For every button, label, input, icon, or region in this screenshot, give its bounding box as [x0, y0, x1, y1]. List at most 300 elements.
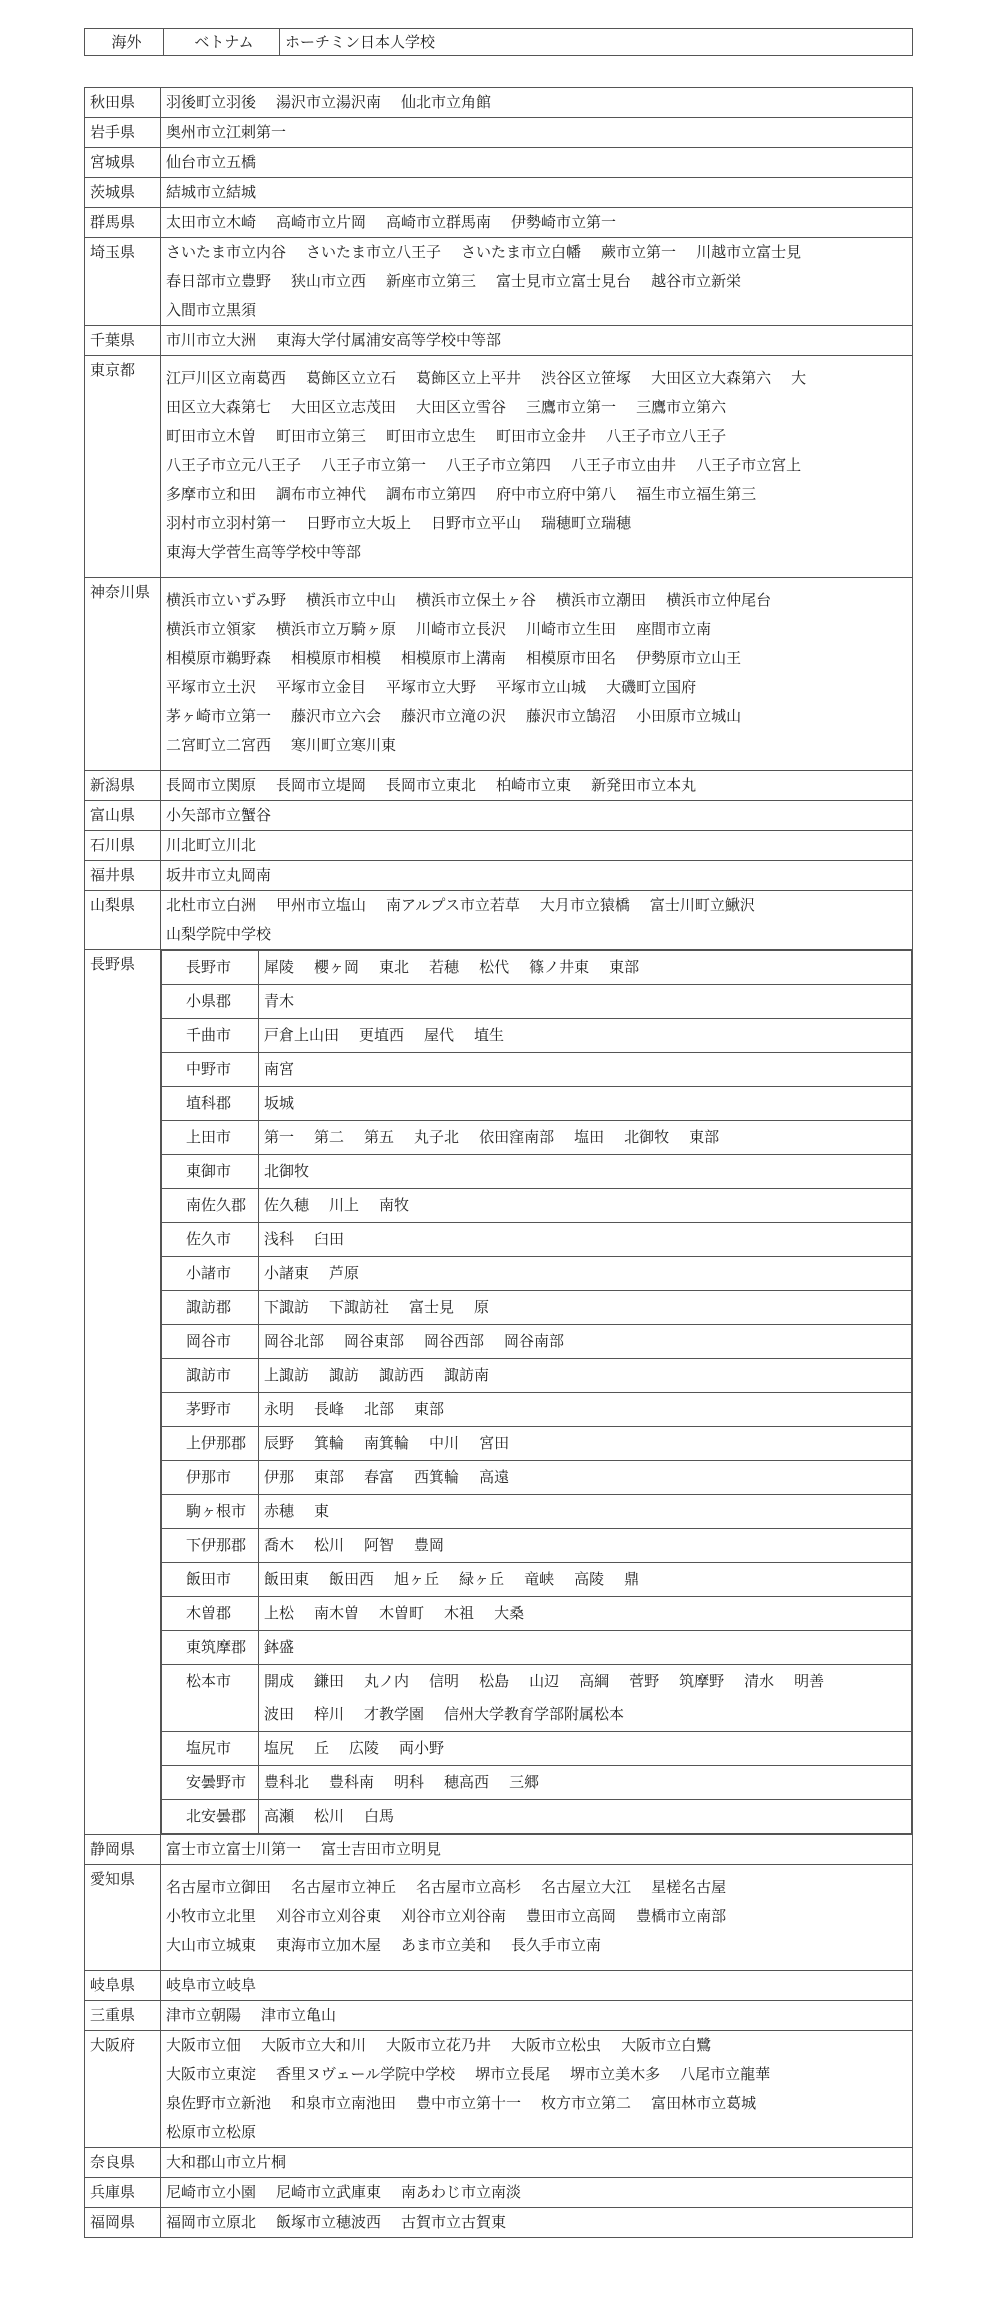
city-schools	[259, 1529, 912, 1563]
school-name: 高陵	[574, 1570, 605, 1588]
school-line	[264, 1325, 911, 1358]
city-label: 飯田市	[162, 1563, 259, 1597]
school-line	[166, 326, 912, 355]
school-name: 横浜市立万騎ヶ原	[276, 620, 397, 638]
city-schools	[259, 1800, 912, 1834]
school-name: 下諏訪	[264, 1298, 310, 1316]
school-name: 信州大学教育学部附属松本	[444, 1705, 625, 1723]
school-name: 緑ヶ丘	[459, 1570, 505, 1588]
school-name: 尼崎市立武庫東	[276, 2183, 382, 2201]
school-name: 佐久穂	[264, 1196, 310, 1214]
school-line	[166, 673, 912, 702]
school-name: 東海大学付属浦安高等学校中等部	[276, 331, 502, 349]
school-name: 川崎市立長沢	[416, 620, 507, 638]
school-name: 青木	[264, 992, 295, 1010]
schools-cell	[161, 208, 913, 238]
school-line	[166, 538, 912, 567]
school-name: 奥州市立江刺第一	[166, 123, 287, 141]
school-line	[166, 1971, 912, 2000]
school-name: 羽後町立羽後	[166, 93, 257, 111]
school-name: 大田区立雪谷	[416, 398, 507, 416]
school-name: 南木曽	[314, 1604, 360, 1622]
school-name: 豊橋市立南部	[636, 1907, 727, 1925]
school-name: 東部	[414, 1400, 445, 1418]
school-name: 豊中市立第十一	[416, 2094, 522, 2112]
city-label: 南佐久郡	[162, 1189, 259, 1223]
school-line	[166, 891, 912, 920]
school-name: 飯田西	[329, 1570, 375, 1588]
school-name: 松原市立松原	[166, 2123, 257, 2141]
school-line	[264, 1393, 911, 1426]
school-name: 岡谷北部	[264, 1332, 325, 1350]
school-name: 広陵	[349, 1739, 380, 1757]
school-name: 岐阜市立岐阜	[166, 1976, 257, 1994]
school-name: 才教学園	[364, 1705, 425, 1723]
prefecture-row	[85, 1865, 913, 1971]
school-name: 入間市立黒須	[166, 301, 257, 319]
school-line	[264, 1563, 911, 1596]
school-name: 辰野	[264, 1434, 295, 1452]
city-label: 塩尻市	[162, 1732, 259, 1766]
school-name: 東北	[379, 958, 410, 976]
school-name: 二宮町立二宮西	[166, 736, 272, 754]
school-name: 藤沢市立滝の沢	[401, 707, 507, 725]
school-name: 丸子北	[414, 1128, 460, 1146]
school-name: 日野市立平山	[431, 514, 522, 532]
school-name: 刈谷市立刈谷東	[276, 1907, 382, 1925]
prefecture-row	[85, 2178, 913, 2208]
school-name: 豊田市立高岡	[526, 1907, 617, 1925]
school-name: 横浜市立仲尾台	[666, 591, 772, 609]
city-row	[162, 1665, 912, 1732]
school-name: 泉佐野市立新池	[166, 2094, 272, 2112]
rows-group-2	[85, 1835, 913, 2238]
school-name: 平塚市立大野	[386, 678, 477, 696]
city-schools	[259, 1257, 912, 1291]
city-schools	[259, 1087, 912, 1121]
schools-cell	[161, 861, 913, 891]
school-name: 岡谷南部	[504, 1332, 565, 1350]
school-name: 高綱	[579, 1672, 610, 1690]
school-name: 大山市立城東	[166, 1936, 257, 1954]
school-name: 山梨学院中学校	[166, 925, 272, 943]
city-label: 上伊那郡	[162, 1427, 259, 1461]
school-name: 古賀市立古賀東	[401, 2213, 507, 2231]
school-name: 明善	[794, 1672, 825, 1690]
school-name: 大	[791, 369, 807, 387]
school-name: 八王子市立元八王子	[166, 456, 302, 474]
school-line	[264, 1665, 911, 1698]
school-name: 江戸川区立南葛西	[166, 369, 287, 387]
school-name: 名古屋市立高杉	[416, 1878, 522, 1896]
schools-cell	[161, 2148, 913, 2178]
school-name: 富田林市立葛城	[651, 2094, 757, 2112]
school-name: 名古屋立大江	[541, 1878, 632, 1896]
school-name: 開成	[264, 1672, 295, 1690]
school-name: 喬木	[264, 1536, 295, 1554]
school-name: 富士吉田市立明見	[321, 1840, 442, 1858]
school-line	[166, 1902, 912, 1931]
school-name: 南アルプス市立若草	[386, 896, 520, 914]
school-name: 長峰	[314, 1400, 345, 1418]
city-schools	[259, 1019, 912, 1053]
school-name: 三郷	[509, 1773, 540, 1791]
city-schools	[259, 1053, 912, 1087]
city-schools	[259, 1393, 912, 1427]
school-name: 大月市立猿橋	[539, 896, 630, 914]
nagano-subtable	[161, 950, 912, 1834]
school-name: 相模原市上溝南	[401, 649, 507, 667]
school-name: 浅科	[264, 1230, 295, 1248]
school-name: 信明	[429, 1672, 460, 1690]
city-schools	[259, 1597, 912, 1631]
schools-cell	[161, 238, 913, 326]
school-line	[264, 951, 911, 984]
school-name: 相模原市田名	[526, 649, 617, 667]
school-name: 川上	[329, 1196, 360, 1214]
school-name: 寒川町立寒川東	[291, 736, 397, 754]
school-name: 櫻ヶ岡	[314, 958, 360, 976]
school-name: 筑摩野	[679, 1672, 725, 1690]
schools-cell	[161, 88, 913, 118]
city-label: 東御市	[162, 1155, 259, 1189]
school-name: 第一	[264, 1128, 295, 1146]
school-line	[166, 88, 912, 117]
school-name: 伊勢崎市立第一	[511, 213, 617, 231]
school-name: 甲州市立塩山	[276, 896, 367, 914]
city-row	[162, 1223, 912, 1257]
school-name: 葛飾区立上平井	[416, 369, 522, 387]
school-name: 三鷹市立第六	[636, 398, 727, 416]
city-label: 中野市	[162, 1053, 259, 1087]
rows-group-1	[85, 88, 913, 950]
city-row	[162, 1189, 912, 1223]
school-name: 南牧	[379, 1196, 410, 1214]
school-line	[264, 1732, 911, 1765]
school-name: 南宮	[264, 1060, 295, 1078]
city-label: 北安曇郡	[162, 1800, 259, 1834]
school-name: あま市立美和	[401, 1936, 492, 1954]
school-name: 戸倉上山田	[264, 1026, 340, 1044]
school-name: 瑞穂町立瑞穂	[541, 514, 632, 532]
school-name: さいたま市立内谷	[166, 243, 287, 261]
region-cell: 海外	[85, 29, 164, 56]
school-name: 町田市立第三	[276, 427, 367, 445]
city-row	[162, 1597, 912, 1631]
school-name: 東部	[609, 958, 640, 976]
city-label: 木曽郡	[162, 1597, 259, 1631]
school-name: 埴生	[474, 1026, 505, 1044]
school-name: 横浜市立中山	[306, 591, 397, 609]
city-row	[162, 985, 912, 1019]
school-line	[166, 118, 912, 147]
school-name: 山辺	[529, 1672, 560, 1690]
prefecture-label: 岐阜県	[85, 1971, 161, 2001]
prefecture-row	[85, 771, 913, 801]
city-label: 伊那市	[162, 1461, 259, 1495]
city-label: 東筑摩郡	[162, 1631, 259, 1665]
school-line	[264, 1597, 911, 1630]
city-row	[162, 1325, 912, 1359]
school-name: 小田原市立城山	[636, 707, 742, 725]
city-schools	[259, 1631, 912, 1665]
school-line	[264, 1461, 911, 1494]
overseas-row	[85, 29, 913, 56]
school-name: 臼田	[314, 1230, 345, 1248]
school-name: 大磯町立国府	[606, 678, 697, 696]
school-name: 八王子市立宮上	[696, 456, 802, 474]
school-name: 大阪市立白鷺	[621, 2036, 712, 2054]
schools-cell	[161, 831, 913, 861]
schools-cell	[161, 326, 913, 356]
school-name: 富士市立富士川第一	[166, 1840, 302, 1858]
school-name: 多摩市立和田	[166, 485, 257, 503]
school-name: 富士川町立鰍沢	[649, 896, 755, 914]
city-label: 小諸市	[162, 1257, 259, 1291]
school-name: 越谷市立新栄	[651, 272, 742, 290]
schools-cell	[161, 118, 913, 148]
city-schools	[259, 1563, 912, 1597]
nagano-cities-cell	[161, 950, 913, 1835]
school-line	[264, 1359, 911, 1392]
school-name: 高崎市立群馬南	[386, 213, 492, 231]
school-name: 阿智	[364, 1536, 395, 1554]
school-line	[264, 1053, 911, 1086]
school-name: 平塚市立金目	[276, 678, 367, 696]
city-row	[162, 1121, 912, 1155]
school-line	[166, 644, 912, 673]
school-name: 柏崎市立東	[496, 776, 572, 794]
schools-cell	[161, 2208, 913, 2238]
city-schools	[259, 1155, 912, 1189]
prefecture-label: 静岡県	[85, 1835, 161, 1865]
school-name: 清水	[744, 1672, 775, 1690]
city-label: 松本市	[162, 1665, 259, 1732]
city-schools	[259, 1665, 912, 1732]
city-label: 諏訪郡	[162, 1291, 259, 1325]
prefecture-label: 千葉県	[85, 326, 161, 356]
school-name: 星槎名古屋	[651, 1878, 727, 1896]
school-name: 八王子市立第四	[446, 456, 552, 474]
school-name: 東海市立加木屋	[276, 1936, 382, 1954]
city-label: 下伊那郡	[162, 1529, 259, 1563]
city-row	[162, 1766, 912, 1800]
school-line	[166, 2178, 912, 2207]
city-schools	[259, 1291, 912, 1325]
prefecture-label: 愛知県	[85, 1865, 161, 1971]
school-name: 平塚市立土沢	[166, 678, 257, 696]
school-name: 八王子市立由井	[571, 456, 677, 474]
prefecture-label: 神奈川県	[85, 578, 161, 771]
school-name: 箕輪	[314, 1434, 345, 1452]
school-name: 狭山市立西	[291, 272, 367, 290]
schools-cell	[161, 2001, 913, 2031]
school-line	[264, 1529, 911, 1562]
prefecture-row	[85, 118, 913, 148]
prefecture-row	[85, 578, 913, 771]
school-name: 堺市立長尾	[475, 2065, 551, 2083]
school-name: 更埴西	[359, 1026, 405, 1044]
school-name: 新座市立第三	[386, 272, 477, 290]
school-name: 尼崎市立小園	[166, 2183, 257, 2201]
city-label: 駒ヶ根市	[162, 1495, 259, 1529]
school-name: 福生市立福生第三	[636, 485, 757, 503]
school-name: 大阪市立東淀	[166, 2065, 257, 2083]
school-name: 大桑	[494, 1604, 525, 1622]
school-name: 津市立亀山	[261, 2006, 337, 2024]
city-schools	[259, 1325, 912, 1359]
prefecture-row	[85, 831, 913, 861]
city-row	[162, 1631, 912, 1665]
school-name: 上松	[264, 1604, 295, 1622]
prefecture-row	[85, 148, 913, 178]
school-line	[166, 296, 912, 325]
school-line	[264, 1155, 911, 1188]
schools-cell	[161, 891, 913, 950]
city-schools	[259, 1189, 912, 1223]
prefecture-row	[85, 2208, 913, 2238]
school-name: 長久手市立南	[511, 1936, 602, 1954]
school-name: 市川市立大洲	[166, 331, 257, 349]
school-name: 川越市立富士見	[696, 243, 802, 261]
school-name: 調布市立第四	[386, 485, 477, 503]
prefecture-label: 茨城県	[85, 178, 161, 208]
schools-cell	[161, 801, 913, 831]
city-schools	[259, 951, 912, 985]
prefecture-label: 三重県	[85, 2001, 161, 2031]
school-name: 鉢盛	[264, 1638, 295, 1656]
school-name: 北杜市立白洲	[166, 896, 257, 914]
school-name: 長岡市立関原	[166, 776, 257, 794]
prefecture-label: 富山県	[85, 801, 161, 831]
city-schools	[259, 1121, 912, 1155]
city-label: 小県郡	[162, 985, 259, 1019]
school-name: 横浜市立保土ヶ谷	[416, 591, 537, 609]
school-name: 坂井市立丸岡南	[166, 866, 272, 884]
city-row	[162, 1495, 912, 1529]
school-line	[166, 148, 912, 177]
city-row	[162, 1529, 912, 1563]
city-row	[162, 1053, 912, 1087]
school-name: 三鷹市立第一	[526, 398, 617, 416]
school-name: 鎌田	[314, 1672, 345, 1690]
school-name: 大阪市立佃	[166, 2036, 242, 2054]
school-name: 高遠	[479, 1468, 510, 1486]
school-name: 諏訪	[329, 1366, 360, 1384]
prefecture-row	[85, 801, 913, 831]
city-label: 諏訪市	[162, 1359, 259, 1393]
school-name: 横浜市立領家	[166, 620, 257, 638]
school-name: 両小野	[399, 1739, 445, 1757]
school-name: 塩尻	[264, 1739, 295, 1757]
schools-cell	[161, 2031, 913, 2148]
school-name: 仙台市立五橋	[166, 153, 257, 171]
city-label: 長野市	[162, 951, 259, 985]
school-name: 東海大学菅生高等学校中等部	[166, 543, 362, 561]
school-line	[166, 831, 912, 860]
schools-cell	[161, 1971, 913, 2001]
school-name: 大田区立大森第六	[651, 369, 772, 387]
city-label: 千曲市	[162, 1019, 259, 1053]
school-name: 明科	[394, 1773, 425, 1791]
school-name: 結城市立結城	[166, 183, 257, 201]
school-name: 東	[314, 1502, 330, 1520]
city-label: 安曇野市	[162, 1766, 259, 1800]
school-name: 竜峡	[524, 1570, 555, 1588]
school-line	[166, 1873, 912, 1902]
school-line	[166, 509, 912, 538]
school-line	[264, 1631, 911, 1664]
school-name: 上諏訪	[264, 1366, 310, 1384]
school-name: 小牧市立北里	[166, 1907, 257, 1925]
school-cell: ホーチミン日本人学校	[280, 29, 913, 56]
school-name: 南箕輪	[364, 1434, 410, 1452]
prefecture-label: 埼玉県	[85, 238, 161, 326]
school-name: 北御牧	[264, 1162, 310, 1180]
school-name: 松川	[314, 1536, 345, 1554]
school-name: 坂城	[264, 1094, 295, 1112]
school-line	[166, 238, 912, 267]
school-name: 赤穂	[264, 1502, 295, 1520]
school-name: 川崎市立生田	[526, 620, 617, 638]
school-name: 太田市立木崎	[166, 213, 257, 231]
school-name: さいたま市立八王子	[306, 243, 442, 261]
school-name: 藤沢市立六会	[291, 707, 382, 725]
schools-cell	[161, 148, 913, 178]
school-name: 長岡市立東北	[386, 776, 477, 794]
school-name: 伊勢原市立山王	[636, 649, 742, 667]
schools-cell	[161, 1865, 913, 1971]
school-name: 町田市立忠生	[386, 427, 477, 445]
school-name: 豊岡	[414, 1536, 445, 1554]
school-name: 小諸東	[264, 1264, 310, 1282]
prefecture-row	[85, 2148, 913, 2178]
school-name: 平塚市立山城	[496, 678, 587, 696]
school-name: 横浜市立いずみ野	[166, 591, 287, 609]
school-name: 富士見	[409, 1298, 455, 1316]
school-name: 松代	[479, 958, 510, 976]
school-line	[166, 861, 912, 890]
prefecture-row	[85, 861, 913, 891]
school-line	[264, 1800, 911, 1833]
school-name: さいたま市立白幡	[461, 243, 582, 261]
school-name: 旭ヶ丘	[394, 1570, 440, 1588]
school-name: 依田窪南部	[479, 1128, 555, 1146]
school-name: 新発田市立本丸	[591, 776, 697, 794]
school-name: 春富	[364, 1468, 395, 1486]
school-name: 梓川	[314, 1705, 345, 1723]
prefecture-label: 奈良県	[85, 2148, 161, 2178]
prefecture-label: 岩手県	[85, 118, 161, 148]
school-line	[166, 731, 912, 760]
city-row	[162, 1155, 912, 1189]
school-name: 大阪市立花乃井	[386, 2036, 492, 2054]
school-name: 和泉市立南池田	[291, 2094, 397, 2112]
school-name: 名古屋市立御田	[166, 1878, 272, 1896]
schools-table	[84, 87, 913, 2238]
school-name: 蕨市立第一	[601, 243, 677, 261]
school-name: 藤沢市立鵠沼	[526, 707, 617, 725]
nagano-group	[85, 950, 913, 1835]
school-name: 北部	[364, 1400, 395, 1418]
school-line	[166, 2148, 912, 2177]
school-name: 豊科北	[264, 1773, 310, 1791]
school-name: 松川	[314, 1807, 345, 1825]
school-name: 高瀬	[264, 1807, 295, 1825]
school-line	[264, 1291, 911, 1324]
school-name: 屋代	[424, 1026, 455, 1044]
school-name: 渋谷区立笹塚	[541, 369, 632, 387]
